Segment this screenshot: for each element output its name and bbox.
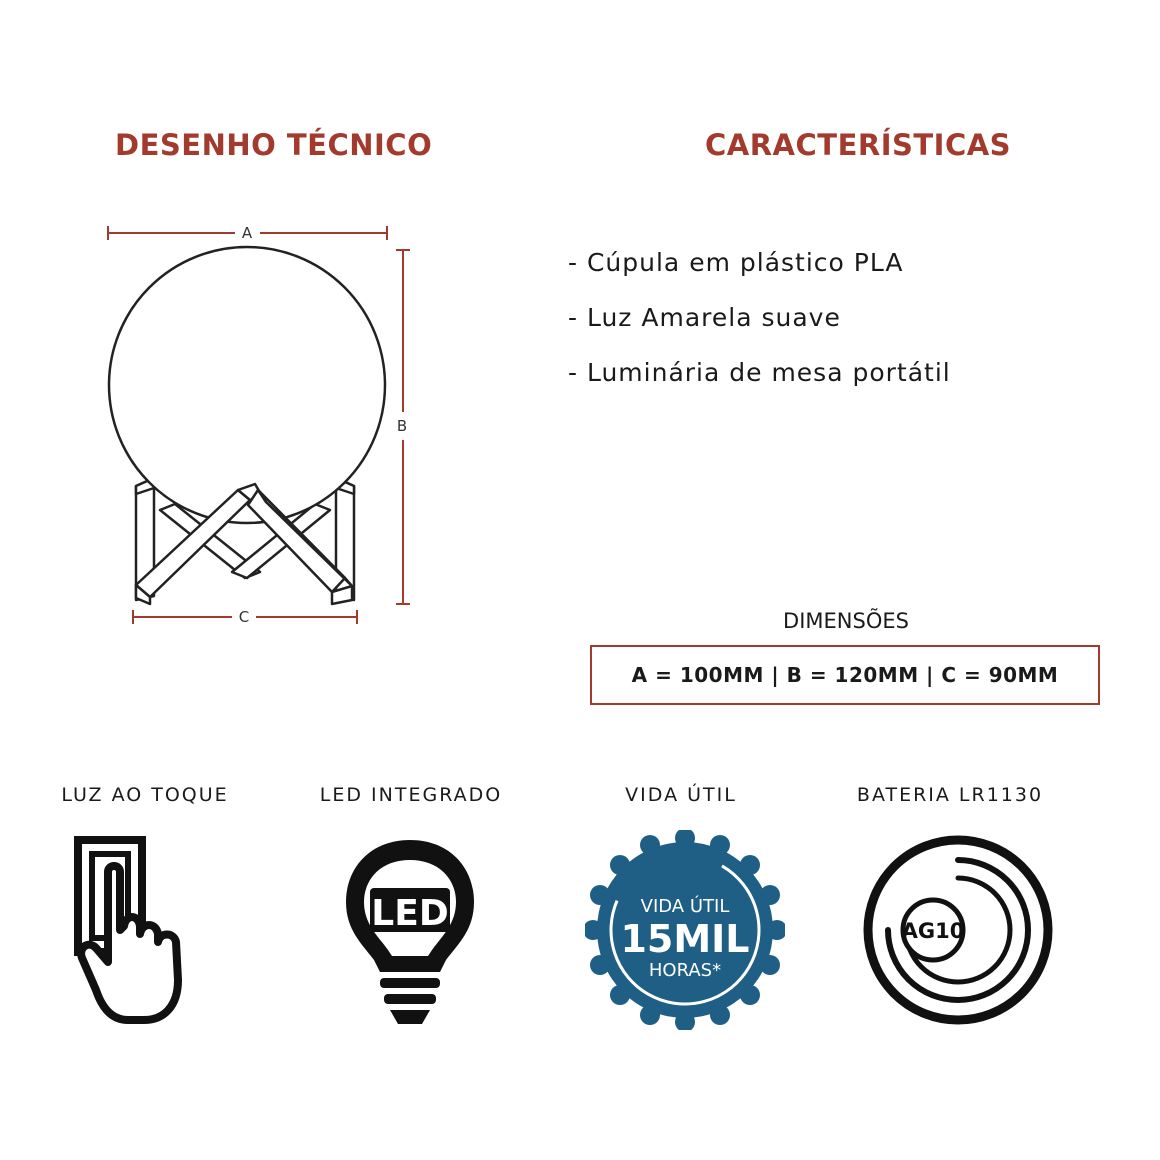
lifespan-badge-icon <box>585 830 785 1030</box>
dimension-label-c: C <box>238 608 250 626</box>
icon-label-touch: LUZ AO TOQUE <box>61 784 229 806</box>
battery-badge-text: AG10 <box>901 919 965 943</box>
feature-item: - Luz Amarela suave <box>568 303 841 332</box>
dimensions-title: DIMENSÕES <box>783 609 909 633</box>
lifespan-line-3: HORAS* <box>648 960 722 981</box>
lifespan-line-1: VIDA ÚTIL <box>640 896 730 917</box>
features-list <box>568 248 951 413</box>
battery-cell-icon <box>858 830 1058 1030</box>
technical-drawing-title: DESENHO TÉCNICO <box>115 128 433 162</box>
led-badge-text: LED <box>371 893 449 934</box>
lifespan-line-2: 15MIL <box>620 917 750 961</box>
lamp-sphere <box>109 247 385 523</box>
feature-item: - Cúpula em plástico PLA <box>568 248 904 277</box>
dimensions-box <box>590 645 1100 705</box>
dimension-label-a: A <box>241 224 253 242</box>
dimensions-value: A = 100MM | B = 120MM | C = 90MM <box>631 663 1059 687</box>
led-bulb-icon <box>340 830 480 1030</box>
technical-drawing <box>96 210 426 640</box>
icon-label-led: LED INTEGRADO <box>319 784 503 806</box>
touch-switch-icon <box>72 830 212 1030</box>
feature-item: - Luminária de mesa portátil <box>568 358 951 387</box>
features-title: CARACTERÍSTICAS <box>705 128 1012 162</box>
icon-label-lifespan: VIDA ÚTIL <box>625 784 737 806</box>
icon-label-battery: BATERIA LR1130 <box>856 784 1044 806</box>
dimension-label-b: B <box>396 417 408 435</box>
